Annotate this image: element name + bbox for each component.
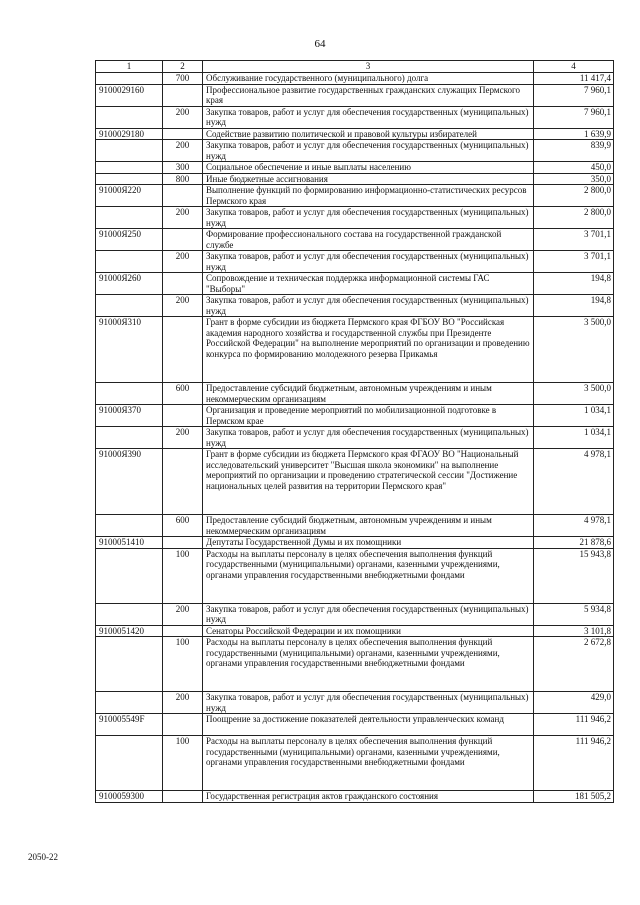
expense-name-cell: Формирование профессионального состава на государственной гражданской службе — [203, 229, 534, 251]
expense-type-cell — [163, 128, 203, 140]
amount-cell: 15 943,8 — [534, 548, 614, 603]
expense-name-cell: Закупка товаров, работ и услуг для обеспечения государственных (муниципальных) нужд — [203, 251, 534, 273]
expense-code-cell — [96, 207, 163, 229]
table-row — [96, 162, 614, 174]
expense-name-cell: Закупка товаров, работ и услуг для обеспечения государственных (муниципальных) нужд — [203, 427, 534, 449]
expense-code-cell — [96, 251, 163, 273]
expense-name-cell: Грант в форме субсидии из бюджета Пермского края ФГБОУ ВО "Российская академия народного хозяйства и государственной службы при Президенте Российской Федерации" на выполнение мероприятий по организации и проведению конкурса по формированию молодежного резерва Прикамья — [203, 317, 534, 383]
expense-name-cell: Закупка товаров, работ и услуг для обеспечения государственных (муниципальных) нужд — [203, 106, 534, 128]
expense-type-cell: 200 — [163, 295, 203, 317]
table-row — [96, 449, 614, 515]
amount-cell: 3 701,1 — [534, 229, 614, 251]
amount-cell: 839,9 — [534, 140, 614, 162]
expense-type-cell — [163, 714, 203, 736]
table-row — [96, 791, 614, 803]
table-row — [96, 207, 614, 229]
expense-type-cell: 300 — [163, 162, 203, 174]
expense-code-cell — [96, 140, 163, 162]
expense-code-cell: 91000Я250 — [96, 229, 163, 251]
expense-type-cell: 700 — [163, 73, 203, 85]
amount-cell: 1 034,1 — [534, 427, 614, 449]
table-row — [96, 515, 614, 537]
table-row — [96, 185, 614, 207]
expense-type-cell — [163, 317, 203, 383]
expense-type-cell: 200 — [163, 251, 203, 273]
column-header-3: 3 — [203, 61, 534, 73]
amount-cell: 7 960,1 — [534, 84, 614, 106]
expense-name-cell: Профессиональное развитие государственных гражданских служащих Пермского края — [203, 84, 534, 106]
table-row — [96, 128, 614, 140]
table-row — [96, 736, 614, 791]
table-row — [96, 603, 614, 625]
amount-cell: 3 500,0 — [534, 383, 614, 405]
expense-type-cell — [163, 791, 203, 803]
expense-name-cell: Организация и проведение мероприятий по мобилизационной подготовке в Пермском крае — [203, 405, 534, 427]
expense-name-cell: Иные бюджетные ассигнования — [203, 173, 534, 185]
expense-type-cell: 100 — [163, 736, 203, 791]
amount-cell: 1 639,9 — [534, 128, 614, 140]
amount-cell: 3 101,8 — [534, 625, 614, 637]
expense-code-cell — [96, 692, 163, 714]
amount-cell: 7 960,1 — [534, 106, 614, 128]
table-row — [96, 229, 614, 251]
table-row — [96, 251, 614, 273]
table-row — [96, 295, 614, 317]
expense-name-cell: Социальное обеспечение и иные выплаты населению — [203, 162, 534, 174]
expense-type-cell: 600 — [163, 383, 203, 405]
table-row — [96, 637, 614, 692]
expense-code-cell — [96, 736, 163, 791]
amount-cell: 4 978,1 — [534, 449, 614, 515]
expense-name-cell: Закупка товаров, работ и услуг для обеспечения государственных (муниципальных) нужд — [203, 603, 534, 625]
table-row — [96, 173, 614, 185]
expense-type-cell: 200 — [163, 106, 203, 128]
expense-code-cell — [96, 173, 163, 185]
expense-code-cell: 9100029180 — [96, 128, 163, 140]
expense-name-cell: Грант в форме субсидии из бюджета Пермского края ФГАОУ ВО "Национальный исследовательский университет "Высшая школа экономики" на выполнение мероприятий по организации и проведению стратегической сессии "Достижение национальных целей развития на территории Пермского края" — [203, 449, 534, 515]
expense-type-cell: 100 — [163, 637, 203, 692]
table-row — [96, 625, 614, 637]
amount-cell: 1 034,1 — [534, 405, 614, 427]
expense-code-cell: 91000Я260 — [96, 273, 163, 295]
expense-type-cell — [163, 229, 203, 251]
table-row — [96, 273, 614, 295]
amount-cell: 194,8 — [534, 295, 614, 317]
expense-code-cell: 910005549F — [96, 714, 163, 736]
expense-code-cell: 9100059300 — [96, 791, 163, 803]
column-header-1: 1 — [96, 61, 163, 73]
amount-cell: 3 500,0 — [534, 317, 614, 383]
table-row — [96, 140, 614, 162]
budget-table — [95, 60, 614, 803]
expense-code-cell — [96, 637, 163, 692]
amount-cell: 350,0 — [534, 173, 614, 185]
table-row — [96, 106, 614, 128]
expense-type-cell: 800 — [163, 173, 203, 185]
amount-cell: 3 701,1 — [534, 251, 614, 273]
expense-type-cell: 200 — [163, 692, 203, 714]
table-row — [96, 317, 614, 383]
amount-cell: 450,0 — [534, 162, 614, 174]
table-row — [96, 84, 614, 106]
expense-name-cell: Расходы на выплаты персоналу в целях обеспечения выполнения функций государственными (муниципальными) органами, казенными учреждениями, органами управления государственными внебюджетными фондами — [203, 637, 534, 692]
expense-code-cell: 91000Я220 — [96, 185, 163, 207]
expense-code-cell: 9100051410 — [96, 537, 163, 549]
amount-cell: 11 417,4 — [534, 73, 614, 85]
expense-name-cell: Государственная регистрация актов гражданского состояния — [203, 791, 534, 803]
expense-type-cell: 100 — [163, 548, 203, 603]
expense-name-cell: Выполнение функций по формированию информационно-статистических ресурсов Пермского края — [203, 185, 534, 207]
amount-cell: 4 978,1 — [534, 515, 614, 537]
expense-name-cell: Закупка товаров, работ и услуг для обеспечения государственных (муниципальных) нужд — [203, 207, 534, 229]
table-row — [96, 405, 614, 427]
amount-cell: 2 800,0 — [534, 207, 614, 229]
expense-name-cell: Обслуживание государственного (муниципального) долга — [203, 73, 534, 85]
expense-code-cell: 9100051420 — [96, 625, 163, 637]
amount-cell: 194,8 — [534, 273, 614, 295]
table-header — [96, 61, 614, 73]
document-code: 2050-22 — [28, 852, 58, 862]
table-row — [96, 548, 614, 603]
expense-name-cell: Сопровождение и техническая поддержка информационной системы ГАС "Выборы" — [203, 273, 534, 295]
amount-cell: 429,0 — [534, 692, 614, 714]
expense-code-cell — [96, 603, 163, 625]
table-row — [96, 73, 614, 85]
expense-type-cell — [163, 273, 203, 295]
expense-type-cell: 200 — [163, 603, 203, 625]
expense-type-cell: 200 — [163, 207, 203, 229]
table-body — [96, 73, 614, 803]
expense-code-cell — [96, 162, 163, 174]
expense-name-cell: Закупка товаров, работ и услуг для обеспечения государственных (муниципальных) нужд — [203, 295, 534, 317]
amount-cell: 111 946,2 — [534, 736, 614, 791]
expense-name-cell: Расходы на выплаты персоналу в целях обеспечения выполнения функций государственными (муниципальными) органами, казенными учреждениями, органами управления государственными внебюджетными фондами — [203, 736, 534, 791]
expense-code-cell: 91000Я370 — [96, 405, 163, 427]
table-row — [96, 427, 614, 449]
expense-type-cell — [163, 625, 203, 637]
expense-type-cell — [163, 449, 203, 515]
expense-name-cell: Поощрение за достижение показателей деятельности управленческих команд — [203, 714, 534, 736]
expense-code-cell — [96, 515, 163, 537]
table-row — [96, 383, 614, 405]
table-row — [96, 714, 614, 736]
amount-cell: 111 946,2 — [534, 714, 614, 736]
expense-type-cell — [163, 185, 203, 207]
expense-code-cell — [96, 295, 163, 317]
amount-cell: 21 878,6 — [534, 537, 614, 549]
expense-name-cell: Расходы на выплаты персоналу в целях обеспечения выполнения функций государственными (муниципальными) органами, казенными учреждениями, органами управления государственными внебюджетными фондами — [203, 548, 534, 603]
expense-code-cell — [96, 383, 163, 405]
table-row — [96, 692, 614, 714]
expense-name-cell: Сенаторы Российской Федерации и их помощники — [203, 625, 534, 637]
column-header-2: 2 — [163, 61, 203, 73]
expense-code-cell — [96, 548, 163, 603]
expense-type-cell — [163, 537, 203, 549]
expense-type-cell — [163, 84, 203, 106]
expense-name-cell: Предоставление субсидий бюджетным, автономным учреждениям и иным некоммерческим организациям — [203, 515, 534, 537]
column-header-4: 4 — [534, 61, 614, 73]
expense-type-cell: 600 — [163, 515, 203, 537]
expense-code-cell: 91000Я390 — [96, 449, 163, 515]
expense-name-cell: Депутаты Государственной Думы и их помощники — [203, 537, 534, 549]
expense-code-cell — [96, 73, 163, 85]
amount-cell: 181 505,2 — [534, 791, 614, 803]
expense-code-cell: 9100029160 — [96, 84, 163, 106]
amount-cell: 2 800,0 — [534, 185, 614, 207]
expense-name-cell: Содействие развитию политической и правовой культуры избирателей — [203, 128, 534, 140]
expense-type-cell — [163, 405, 203, 427]
expense-code-cell — [96, 106, 163, 128]
expense-name-cell: Закупка товаров, работ и услуг для обеспечения государственных (муниципальных) нужд — [203, 140, 534, 162]
expense-name-cell: Предоставление субсидий бюджетным, автономным учреждениям и иным некоммерческим организациям — [203, 383, 534, 405]
table-row — [96, 537, 614, 549]
amount-cell: 5 934,8 — [534, 603, 614, 625]
expense-code-cell — [96, 427, 163, 449]
expense-type-cell: 200 — [163, 427, 203, 449]
expense-code-cell: 91000Я310 — [96, 317, 163, 383]
expense-type-cell: 200 — [163, 140, 203, 162]
amount-cell: 2 672,8 — [534, 637, 614, 692]
expense-name-cell: Закупка товаров, работ и услуг для обеспечения государственных (муниципальных) нужд — [203, 692, 534, 714]
page-number: 64 — [314, 38, 326, 50]
